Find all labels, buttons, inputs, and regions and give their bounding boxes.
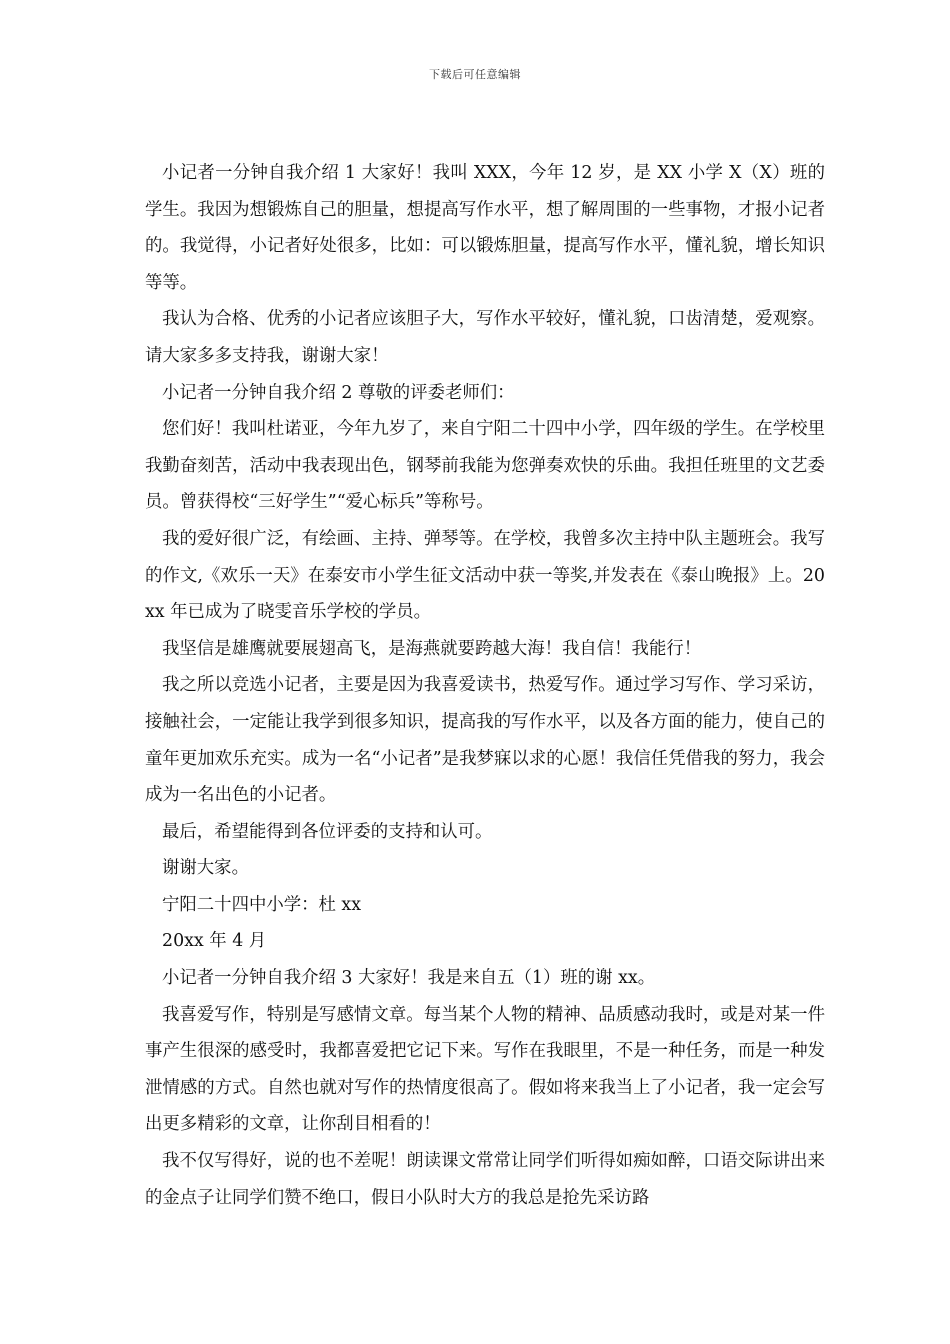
document-body xyxy=(145,155,825,1216)
paragraph: 我喜爱写作，特别是写感情文章。每当某个人物的精神、品质感动我时，或是对某一件事产生很深的感受时，我都喜爱把它记下来。写作在我眼里，不是一种任务，而是一种发泄情感的方式。自然也就对写作的热情度很高了。假如将来我当上了小记者，我一定会写出更多精彩的文章，让你刮目相看的！ xyxy=(145,1004,825,1135)
paragraph: 谢谢大家。 xyxy=(162,858,249,879)
paragraph: 我坚信是雄鹰就要展翅高飞，是海燕就要跨越大海！我自信！我能行！ xyxy=(162,638,702,659)
paragraph: 小记者一分钟自我介绍 3 大家好！我是来自五（1）班的谢 xx。 xyxy=(162,968,656,989)
date-line: 20xx 年 4 月 xyxy=(162,931,267,952)
paragraph: 我的爱好很广泛，有绘画、主持、弹琴等。在学校，我曾多次主持中队主题班会。我写的作文,《欢乐一天》在泰安市小学生征文活动中获一等奖,并发表在《泰山晚报》上。20xx 年已成为了晓雯音乐学校的学员。 xyxy=(145,528,825,623)
signature-line: 宁阳二十四中小学：杜 xx xyxy=(162,894,362,915)
paragraph: 您们好！我叫杜诺亚，今年九岁了，来自宁阳二十四中小学，四年级的学生。在学校里我勤奋刻苦，活动中我表现出色，钢琴前我能为您弹奏欢快的乐曲。我担任班里的文艺委员。曾获得校“三好学生”“爱心标兵”等称号。 xyxy=(145,419,825,513)
paragraph: 小记者一分钟自我介绍 2 尊敬的评委老师们： xyxy=(162,382,515,403)
paragraph: 我不仅写得好，说的也不差呢！朗读课文常常让同学们听得如痴如醉，口语交际讲出来的金点子让同学们赞不绝口，假日小队时大方的我总是抢先采访路 xyxy=(145,1151,825,1208)
paragraph: 我之所以竞选小记者，主要是因为我喜爱读书，热爱写作。通过学习写作、学习采访，接触社会，一定能让我学到很多知识，提高我的写作水平，以及各方面的能力，使自己的童年更加欢乐充实。成为一名“小记者”是我梦寐以求的心愿！我信任凭借我的努力，我会成为一名出色的小记者。 xyxy=(145,675,825,806)
paragraph: 我认为合格、优秀的小记者应该胆子大，写作水平较好，懂礼貌，口齿清楚，爱观察。请大家多多支持我，谢谢大家！ xyxy=(145,309,825,366)
paragraph: 最后，希望能得到各位评委的支持和认可。 xyxy=(162,821,493,842)
header-note: 下载后可任意编辑 xyxy=(429,68,521,81)
paragraph: 小记者一分钟自我介绍 1 大家好！我叫 XXX，今年 12 岁，是 XX 小学 X（X）班的学生。我因为想锻炼自己的胆量，想提高写作水平，想了解周围的一些事物，才报小记者的。我觉得，小记者好处很多，比如：可以锻炼胆量，提高写作水平，懂礼貌，增长知识等等。 xyxy=(145,163,825,293)
